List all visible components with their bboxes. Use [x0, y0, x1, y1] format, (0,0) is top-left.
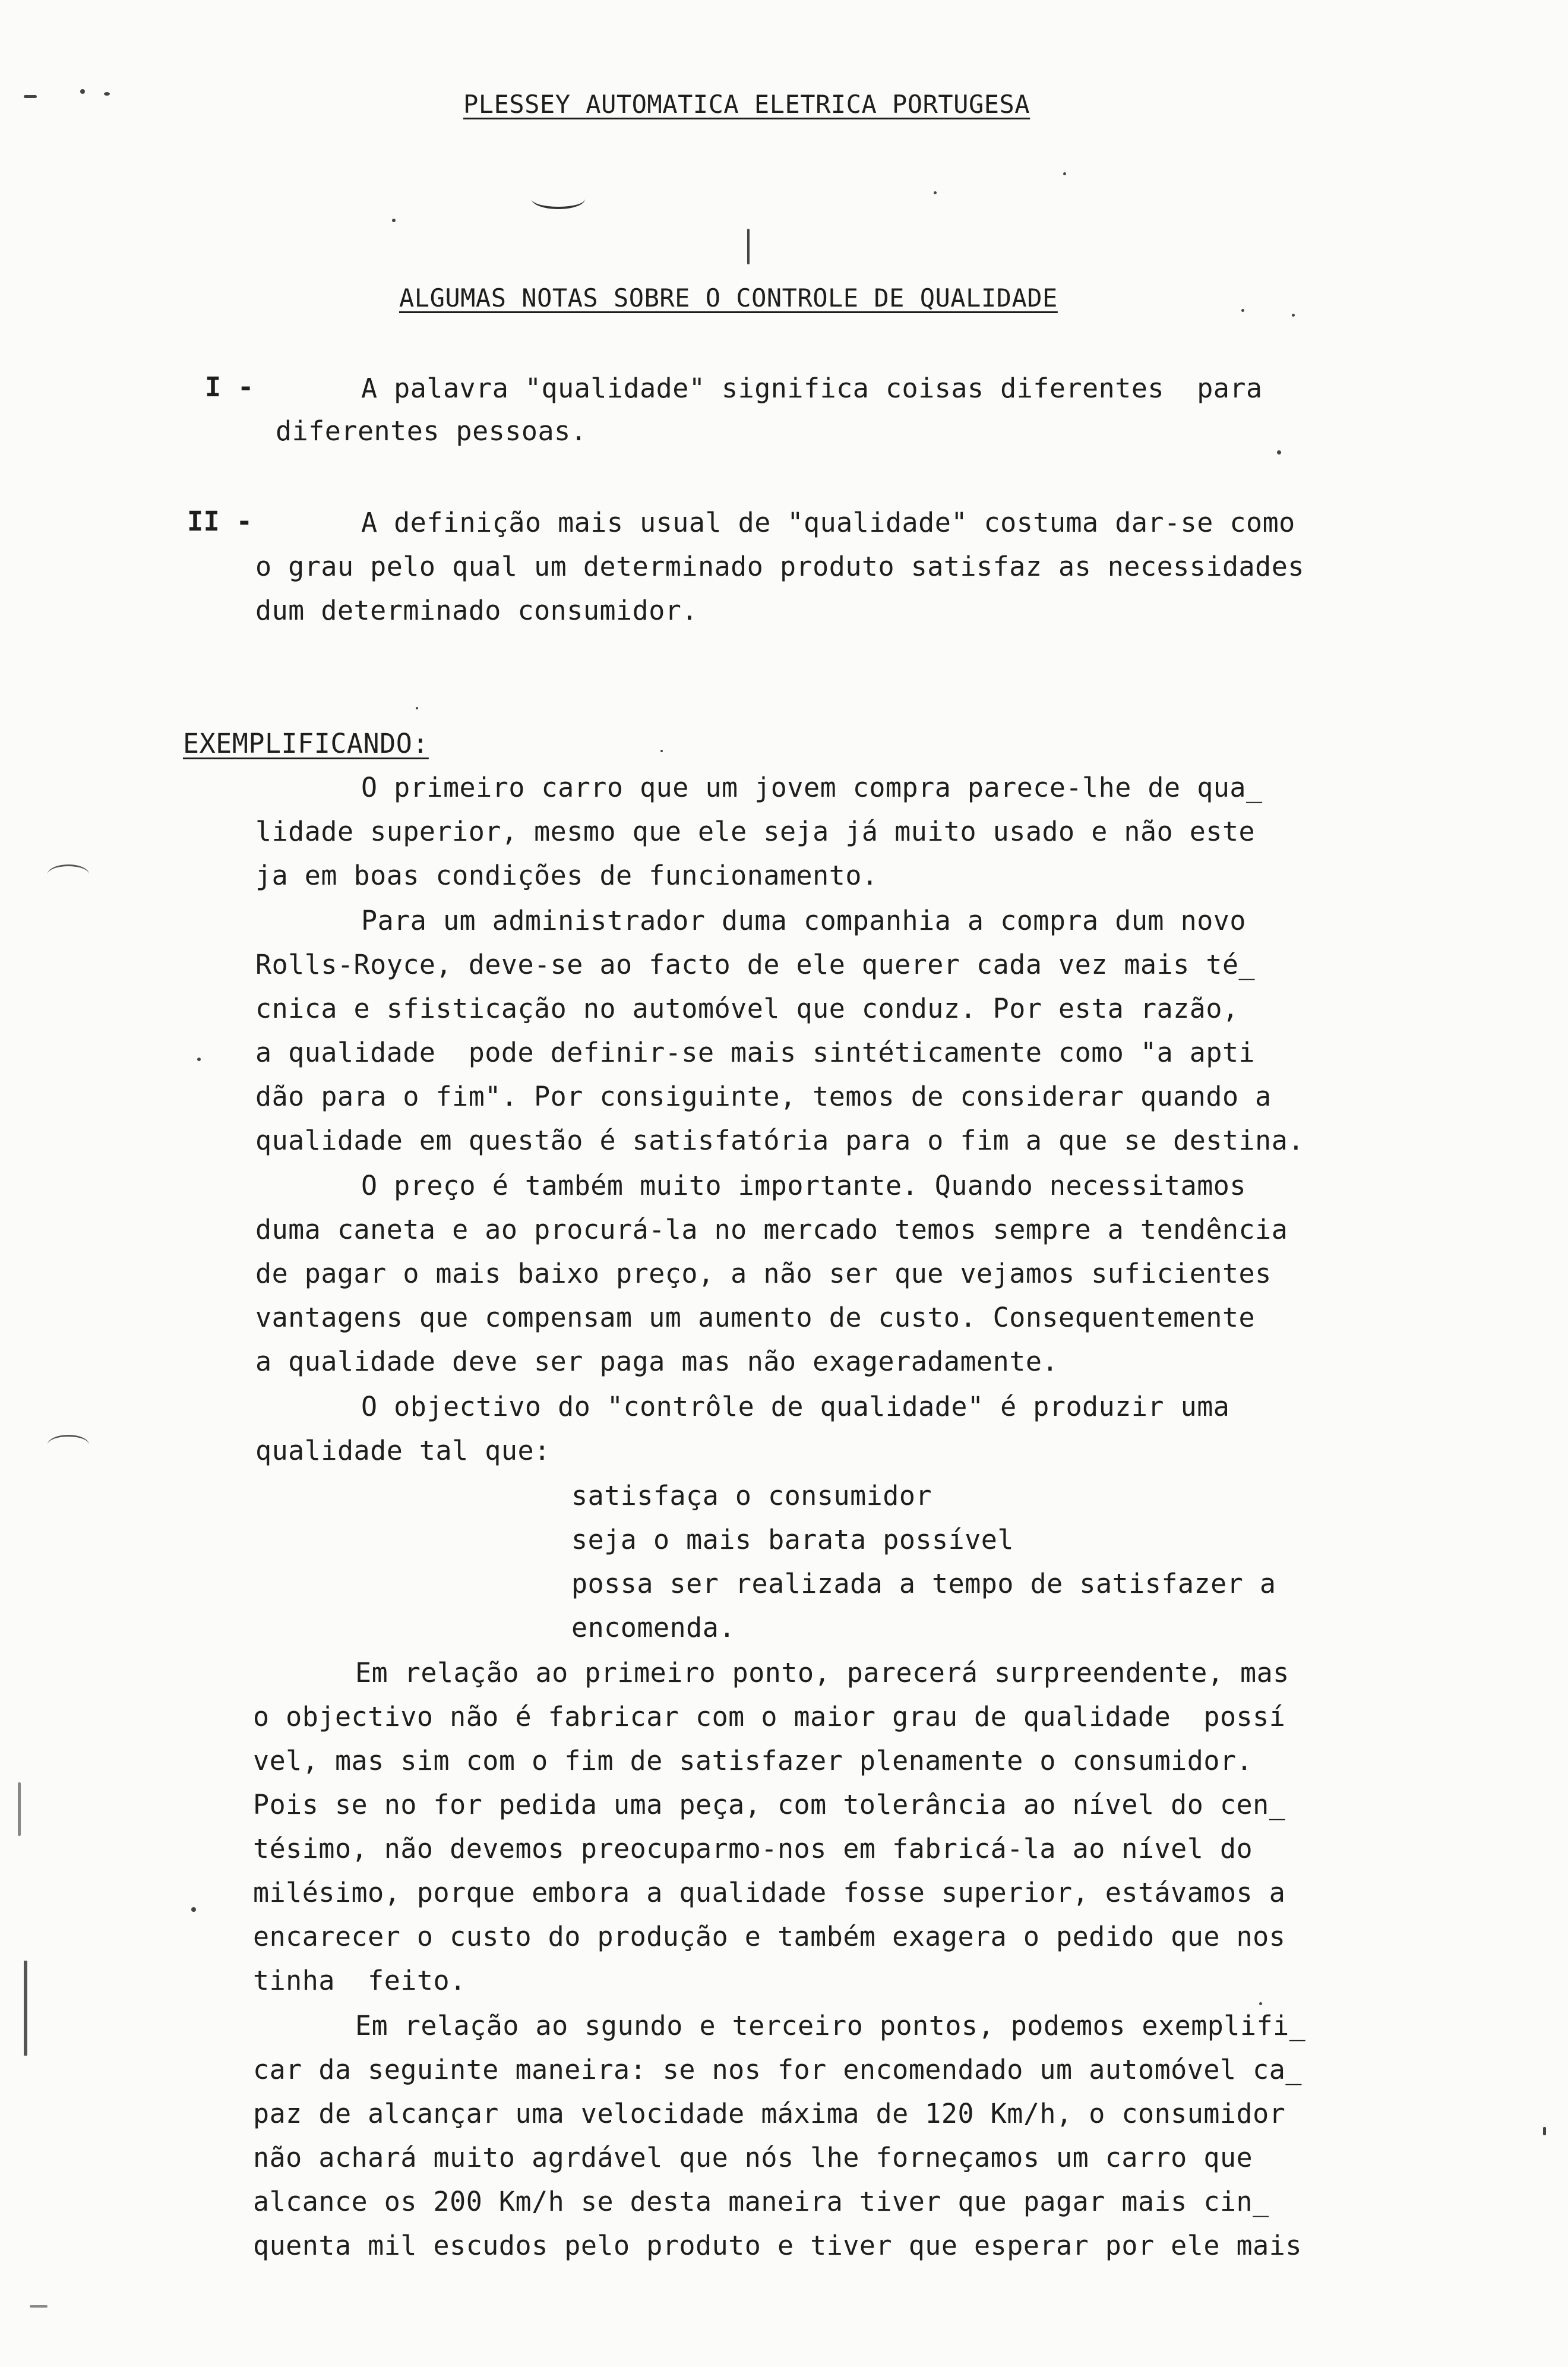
pen-mark — [532, 189, 585, 209]
scan-speck — [416, 707, 418, 709]
scan-speck — [392, 219, 396, 222]
body-line: alcance os 200 Km/h se desta maneira tiver que pagar mais cin_ — [253, 2186, 1269, 2217]
body-line: a qualidade deve ser paga mas não exageradamente. — [255, 1346, 1059, 1377]
body-line: Pois se no for pedida uma peça, com tolerância ao nível do cen_ — [253, 1789, 1286, 1820]
list-item: seja o mais barata possível — [571, 1524, 1014, 1555]
body-line: O preço é também muito importante. Quando necessitamos — [361, 1170, 1246, 1201]
example-heading: EXEMPLIFICANDO: — [183, 728, 429, 759]
body-line: Em relação ao primeiro ponto, parecerá surpreendente, mas — [355, 1657, 1289, 1689]
body-line: duma caneta e ao procurá-la no mercado temos sempre a tendência — [255, 1214, 1288, 1245]
body-line: O primeiro carro que um jovem compra parece-lhe de qua_ — [361, 772, 1263, 803]
section-numeral-i: I - — [205, 371, 254, 403]
section-line: A palavra "qualidade" significa coisas diferentes para — [361, 373, 1263, 404]
list-item: encomenda. — [571, 1612, 735, 1643]
margin-mark — [48, 864, 89, 884]
scan-speck — [104, 92, 110, 96]
scan-edge-mark — [18, 1782, 21, 1836]
scan-mark — [24, 95, 37, 98]
document-title: ALGUMAS NOTAS SOBRE O CONTROLE DE QUALIDADE — [399, 283, 1058, 313]
scan-speck — [1543, 2127, 1546, 2135]
body-line: lidade superior, mesmo que ele seja já muito usado e não este — [255, 816, 1256, 847]
pen-mark — [747, 229, 750, 264]
body-line: O objectivo do "contrôle de qualidade" é produzir uma — [361, 1391, 1230, 1422]
body-line: a qualidade pode definir-se mais sintéticamente como "a apti — [255, 1037, 1256, 1068]
body-line: milésimo, porque embora a qualidade fosse superior, estávamos a — [253, 1877, 1286, 1908]
section-line: o grau pelo qual um determinado produto satisfaz as necessidades — [255, 551, 1304, 582]
section-line: A definição mais usual de "qualidade" costuma dar-se como — [361, 507, 1295, 538]
body-line: não achará muito agrdável que nós lhe forneçamos um carro que — [253, 2142, 1253, 2173]
body-line: cnica e sfisticação no automóvel que conduz. Por esta razão, — [255, 993, 1239, 1024]
body-line: o objectivo não é fabricar com o maior grau de qualidade possí — [253, 1701, 1286, 1732]
scan-speck — [1292, 314, 1295, 317]
body-line: tinha feito. — [253, 1965, 466, 1996]
scan-speck — [1063, 172, 1066, 175]
body-line: tésimo, não devemos preocuparmo-nos em fabricá-la ao nível do — [253, 1833, 1253, 1864]
body-line: Para um administrador duma companhia a compra dum novo — [361, 905, 1246, 936]
scan-speck — [1259, 2002, 1262, 2005]
list-item: satisfaça o consumidor — [571, 1480, 932, 1511]
margin-mark — [48, 1435, 89, 1454]
body-line: qualidade em questão é satisfatória para o fim a que se destina. — [255, 1125, 1304, 1156]
body-line: car da seguinte maneira: se nos for encomendado um automóvel ca_ — [253, 2054, 1302, 2085]
body-line: dão para o fim". Por consiguinte, temos de considerar quando a — [255, 1081, 1272, 1112]
scan-edge-mark — [24, 1961, 27, 2056]
scan-speck — [80, 89, 85, 94]
body-line: paz de alcançar uma velocidade máxima de 120 Km/h, o consumidor — [253, 2098, 1286, 2129]
scan-speck — [1277, 450, 1281, 455]
scan-speck — [934, 191, 937, 194]
company-header: PLESSEY AUTOMATICA ELETRICA PORTUGESA — [463, 90, 1030, 119]
body-line: ja em boas condições de funcionamento. — [255, 860, 878, 891]
scan-speck — [197, 1058, 201, 1061]
body-line: encarecer o custo do produção e também exagera o pedido que nos — [253, 1921, 1286, 1952]
section-line: dum determinado consumidor. — [255, 595, 698, 626]
section-numeral-ii: II - — [187, 506, 253, 537]
scan-speck — [1241, 309, 1244, 312]
body-line: Rolls-Royce, deve-se ao facto de ele querer cada vez mais té_ — [255, 949, 1256, 980]
section-line: diferentes pessoas. — [276, 415, 587, 447]
scan-speck — [191, 1907, 196, 1912]
body-line: vantagens que compensam um aumento de custo. Consequentemente — [255, 1302, 1256, 1333]
scan-speck — [660, 750, 663, 752]
scan-speck — [30, 2305, 48, 2308]
body-line: de pagar o mais baixo preço, a não ser que vejamos suficientes — [255, 1258, 1272, 1289]
body-line: vel, mas sim com o fim de satisfazer plenamente o consumidor. — [253, 1745, 1253, 1776]
body-line: quenta mil escudos pelo produto e tiver que esperar por ele mais — [253, 2230, 1302, 2261]
body-line: Em relação ao sgundo e terceiro pontos, podemos exemplifi_ — [355, 2010, 1306, 2041]
list-item: possa ser realizada a tempo de satisfazer a — [571, 1568, 1276, 1599]
body-line: qualidade tal que: — [255, 1435, 551, 1466]
